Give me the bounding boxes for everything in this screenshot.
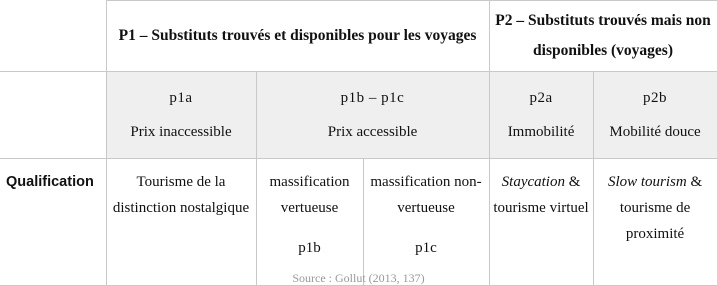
subheader-p1bc: [256, 72, 489, 159]
cell-p1a: Tourisme de la distinction nostalgique: [106, 159, 256, 286]
code-label: p1b – p1c: [340, 90, 405, 106]
cell-text: & tourisme de proximité: [619, 174, 703, 242]
cell-code: p1c: [415, 240, 437, 256]
cell-code: p1b: [298, 240, 321, 256]
price-label: Prix accessible: [327, 124, 418, 140]
code-label: p2a: [529, 90, 553, 106]
corner-cell-2: [0, 72, 106, 159]
cell-p2b: [593, 159, 717, 286]
cell-p1b: [256, 159, 363, 286]
corner-cell: [0, 1, 106, 72]
cell-text: massification vertueuse: [269, 174, 350, 216]
code-label: p1a: [169, 90, 193, 106]
header-p2: P2 – Substituts trouvés mais non disponibles (voyages): [489, 1, 717, 72]
mobility-label: Mobilité douce: [609, 124, 701, 140]
cell-p1c: [363, 159, 489, 286]
cell-text: massification non-vertueuse: [370, 174, 482, 216]
subheader-p2a: [489, 72, 593, 159]
header-row: [0, 1, 717, 72]
cell-p2a: [489, 159, 593, 286]
italic-term: Staycation: [501, 174, 565, 190]
italic-term: Slow tourism: [607, 174, 687, 190]
header-p1: P1 – Substituts trouvés et disponibles pour les voyages: [106, 1, 489, 72]
code-label: p2b: [643, 90, 668, 106]
price-label: Prix inaccessible: [130, 124, 232, 140]
source-caption: Source : Gollut (2013, 137): [292, 271, 425, 285]
subheader-row: [0, 72, 717, 159]
mobility-label: Immobilité: [507, 124, 575, 140]
row-label: Qualification: [0, 159, 106, 286]
subheader-p1a: [106, 72, 256, 159]
subheader-p2b: [593, 72, 717, 159]
qualification-row: [0, 159, 717, 286]
cell-text: & tourisme virtuel: [493, 174, 589, 216]
